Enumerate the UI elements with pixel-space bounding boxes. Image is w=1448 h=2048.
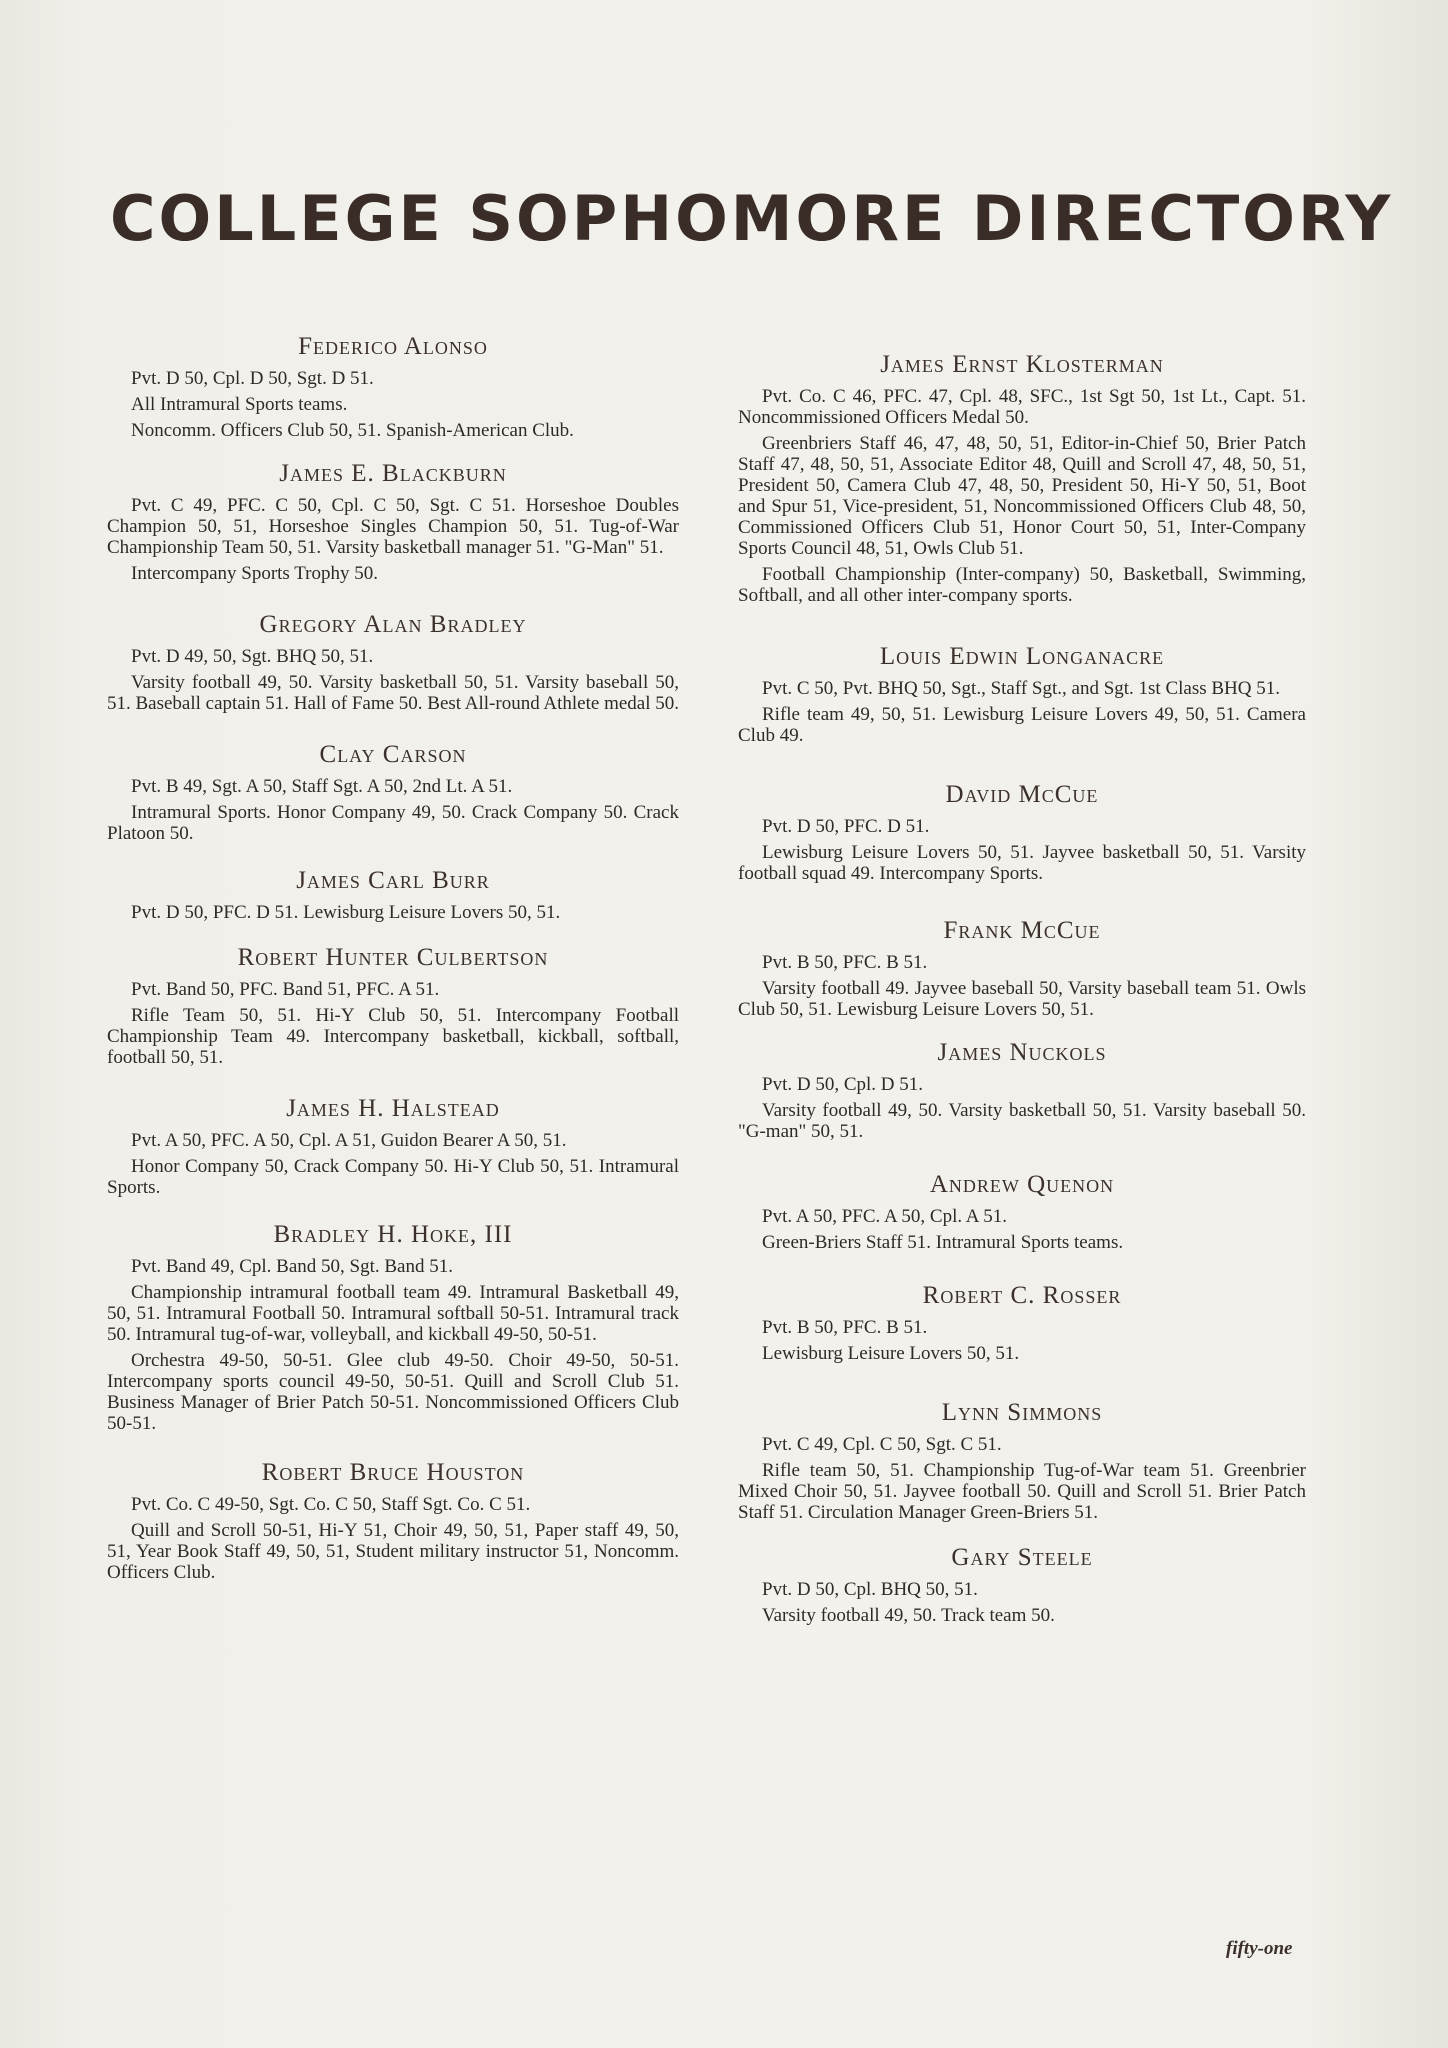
directory-entry: [738, 1038, 1306, 1142]
entry-detail: Pvt. C 49, Cpl. C 50, Sgt. C 51.: [762, 1434, 1002, 1455]
directory-entry: [107, 740, 679, 844]
entry-detail: Pvt. A 50, PFC. A 50, Cpl. A 51, Guidon Bearer A 50, 51.: [131, 1130, 567, 1151]
entry-detail: Pvt. B 50, PFC. B 51.: [762, 1317, 928, 1338]
entry-detail: Pvt. Band 49, Cpl. Band 50, Sgt. Band 51.: [131, 1256, 453, 1277]
page-title: COLLEGE SOPHOMORE DIRECTORY: [110, 182, 1394, 255]
directory-entry: [738, 1170, 1306, 1253]
entry-detail: Varsity football 49, 50. Varsity basketball 50, 51. Varsity baseball 50, 51. Baseball captain 51. Hall of Fame 50. Best All-round Athlete medal 50.: [107, 672, 679, 714]
entry-detail: Varsity football 49, 50. Track team 50.: [762, 1605, 1055, 1626]
student-name: Louis Edwin Longanacre: [879, 643, 1165, 670]
entry-detail: Lewisburg Leisure Lovers 50, 51.: [762, 1343, 1020, 1364]
entry-detail: Pvt. C 50, Pvt. BHQ 50, Sgt., Staff Sgt., and Sgt. 1st Class BHQ 51.: [762, 678, 1281, 699]
entry-detail: Pvt. B 50, PFC. B 51.: [762, 952, 928, 973]
student-name: James Nuckols: [937, 1039, 1107, 1066]
entry-detail: Pvt. A 50, PFC. A 50, Cpl. A 51.: [762, 1206, 1007, 1227]
entry-detail: Intercompany Sports Trophy 50.: [131, 563, 378, 584]
directory-entry: [107, 332, 679, 441]
entry-detail: Rifle Team 50, 51. Hi-Y Club 50, 51. Intercompany Football Championship Team 49. Intercompany basketball, kickball, softball, football 50, 51.: [107, 1005, 679, 1068]
entry-detail: Pvt. Co. C 46, PFC. 47, Cpl. 48, SFC., 1st Sgt 50, 1st Lt., Capt. 51. Noncommissioned Officers Medal 50.: [738, 386, 1306, 428]
left-column: [107, 332, 679, 1588]
student-name: David McCue: [945, 781, 1099, 808]
student-name: Bradley H. Hoke, III: [273, 1221, 513, 1248]
directory-entry: [738, 1398, 1306, 1523]
student-name: Clay Carson: [319, 741, 467, 768]
entry-detail: Orchestra 49-50, 50-51. Glee club 49-50. Choir 49-50, 50-51. Intercompany sports council 49-50, 50-51. Quill and Scroll Club 51. Business Manager of Brier Patch 50-51. Noncommissioned Officers Club 50-51.: [107, 1350, 679, 1434]
entry-detail: Pvt. D 50, Cpl. D 50, Sgt. D 51.: [131, 368, 374, 389]
student-name: Robert Bruce Houston: [261, 1459, 525, 1486]
entry-detail: Lewisburg Leisure Lovers 50, 51. Jayvee basketball 50, 51. Varsity football squad 49. Intercompany Sports.: [738, 842, 1306, 884]
entry-detail: Noncomm. Officers Club 50, 51. Spanish-American Club.: [131, 420, 574, 441]
student-name: Frank McCue: [943, 917, 1101, 944]
directory-entry: [738, 1543, 1306, 1626]
student-name: James E. Blackburn: [279, 460, 507, 487]
right-column: [738, 350, 1306, 1631]
entry-detail: Pvt. Co. C 49-50, Sgt. Co. C 50, Staff Sgt. Co. C 51.: [131, 1494, 531, 1515]
directory-entry: [738, 350, 1306, 606]
directory-entry: [107, 1220, 679, 1434]
entry-detail: Varsity football 49, 50. Varsity basketball 50, 51. Varsity baseball 50. "G-man" 50, 51.: [738, 1100, 1306, 1142]
directory-entry: [107, 459, 679, 584]
directory-entry: [107, 943, 679, 1068]
entry-detail: Green-Briers Staff 51. Intramural Sports teams.: [762, 1232, 1124, 1253]
entry-detail: Pvt. Band 50, PFC. Band 51, PFC. A 51.: [131, 979, 440, 1000]
entry-detail: Football Championship (Inter-company) 50, Basketball, Swimming, Softball, and all other inter-company sports.: [738, 564, 1306, 606]
student-name: Robert Hunter Culbertson: [237, 944, 549, 971]
entry-detail: Pvt. D 50, Cpl. BHQ 50, 51.: [762, 1579, 978, 1600]
student-name: Robert C. Rosser: [922, 1282, 1122, 1309]
entry-detail: Rifle team 49, 50, 51. Lewisburg Leisure Lovers 49, 50, 51. Camera Club 49.: [738, 704, 1306, 746]
entry-detail: All Intramural Sports teams.: [131, 394, 348, 415]
directory-entry: [738, 780, 1306, 884]
entry-detail: Intramural Sports. Honor Company 49, 50. Crack Company 50. Crack Platoon 50.: [107, 802, 679, 844]
entry-detail: Pvt. D 49, 50, Sgt. BHQ 50, 51.: [131, 646, 374, 667]
directory-entry: [738, 1281, 1306, 1364]
directory-entry: [107, 1094, 679, 1198]
entry-detail: Championship intramural football team 49. Intramural Basketball 49, 50, 51. Intramural Football 50. Intramural softball 50-51. Intramural track 50. Intramural tug-of-war, volleyball, and kickball 49-50, 50-51.: [107, 1282, 679, 1345]
entry-detail: Greenbriers Staff 46, 47, 48, 50, 51, Editor-in-Chief 50, Brier Patch Staff 47, 48, 50, 51, Associate Editor 48, Quill and Scroll 47, 48, 50, 51, President 50, Camera Club 47, 48, 50, President 50, Hi-Y 50, 51, Boot and Spur 51, Vice-president, 51, Noncommissioned Officers Club 48, 50, Commissioned Officers Club 51, Honor Court 50, 51, Inter-Company Sports Council 48, 51, Owls Club 51.: [738, 433, 1306, 559]
student-name: Gary Steele: [951, 1544, 1093, 1571]
entry-detail: Quill and Scroll 50-51, Hi-Y 51, Choir 49, 50, 51, Paper staff 49, 50, 51, Year Book Staff 49, 50, 51, Student military instructor 51, Noncomm. Officers Club.: [107, 1520, 679, 1583]
entry-detail: Rifle team 50, 51. Championship Tug-of-War team 51. Greenbrier Mixed Choir 50, 51. Jayvee football 50. Quill and Scroll 51. Brier Patch Staff 51. Circulation Manager Green-Briers 51.: [738, 1460, 1306, 1523]
student-name: James Carl Burr: [296, 867, 490, 894]
directory-entry: [107, 1458, 679, 1583]
entry-detail: Varsity football 49. Jayvee baseball 50, Varsity baseball team 51. Owls Club 50, 51. Lewisburg Leisure Lovers 50, 51.: [738, 978, 1306, 1020]
directory-entry: [107, 610, 679, 714]
directory-entry: [738, 642, 1306, 746]
entry-detail: Pvt. C 49, PFC. C 50, Cpl. C 50, Sgt. C 51. Horseshoe Doubles Champion 50, 51, Horseshoe Singles Champion 50, 51. Tug-of-War Championship Team 50, 51. Varsity basketball manager 51. "G-Man" 51.: [107, 495, 679, 558]
directory-entry: [107, 866, 679, 923]
entry-detail: Pvt. D 50, PFC. D 51.: [762, 816, 930, 837]
student-name: Federico Alonso: [298, 333, 488, 360]
student-name: Lynn Simmons: [941, 1399, 1103, 1426]
student-name: Gregory Alan Bradley: [259, 611, 527, 638]
student-name: Andrew Quenon: [929, 1171, 1115, 1198]
entry-detail: Honor Company 50, Crack Company 50. Hi-Y Club 50, 51. Intramural Sports.: [107, 1156, 679, 1198]
directory-entry: [738, 916, 1306, 1020]
entry-detail: Pvt. D 50, Cpl. D 51.: [762, 1074, 923, 1095]
entry-detail: Pvt. B 49, Sgt. A 50, Staff Sgt. A 50, 2nd Lt. A 51.: [131, 776, 513, 797]
entry-detail: Pvt. D 50, PFC. D 51. Lewisburg Leisure Lovers 50, 51.: [131, 902, 561, 923]
student-name: James Ernst Klosterman: [880, 351, 1164, 378]
page-number: fifty-one: [1226, 1938, 1293, 1959]
student-name: James H. Halstead: [286, 1095, 500, 1122]
